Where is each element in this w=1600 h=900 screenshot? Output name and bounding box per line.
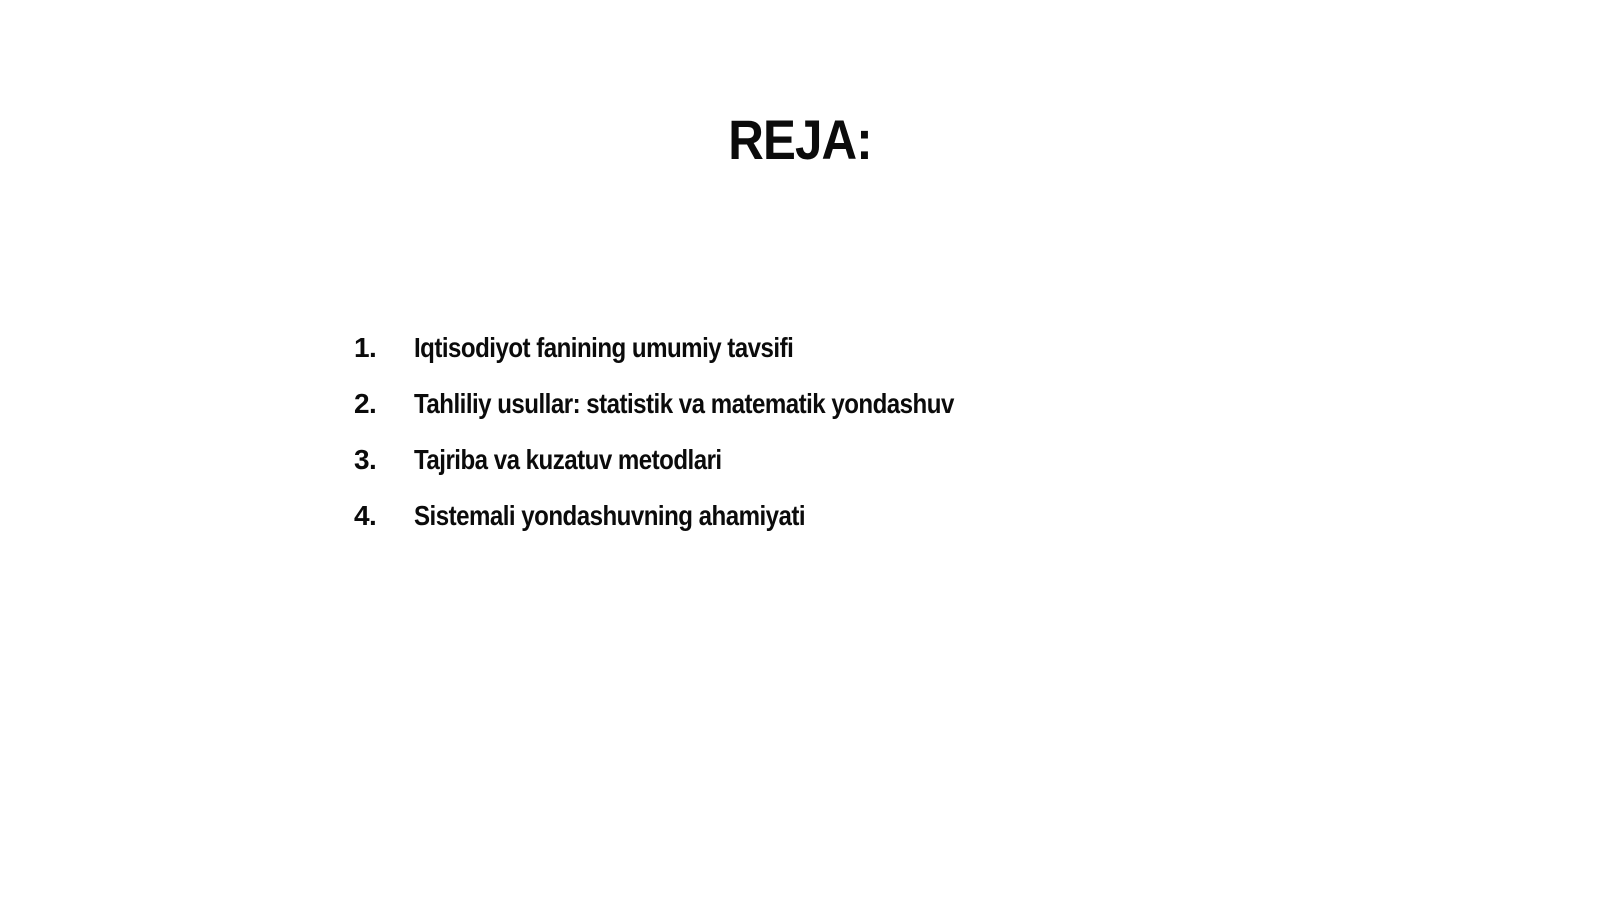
plan-list xyxy=(354,330,1042,554)
plan-item-number: 1. xyxy=(354,332,377,363)
plan-item-2 xyxy=(354,386,1042,442)
plan-item-text: Sistemali yondashuvning ahamiyati xyxy=(414,500,806,531)
slide-title: REJA: xyxy=(728,108,872,171)
plan-item-4 xyxy=(354,498,1042,554)
plan-item-text: Tajriba va kuzatuv metodlari xyxy=(414,444,722,475)
plan-item-text: Tahliliy usullar: statistik va matematik yondashuv xyxy=(414,388,954,419)
plan-item-3 xyxy=(354,442,1042,498)
plan-item-number: 3. xyxy=(354,444,377,475)
plan-item-number: 2. xyxy=(354,388,377,419)
plan-item-text: Iqtisodiyot fanining umumiy tavsifi xyxy=(414,332,794,363)
plan-item-1 xyxy=(354,330,1042,386)
plan-item-number: 4. xyxy=(354,500,377,531)
